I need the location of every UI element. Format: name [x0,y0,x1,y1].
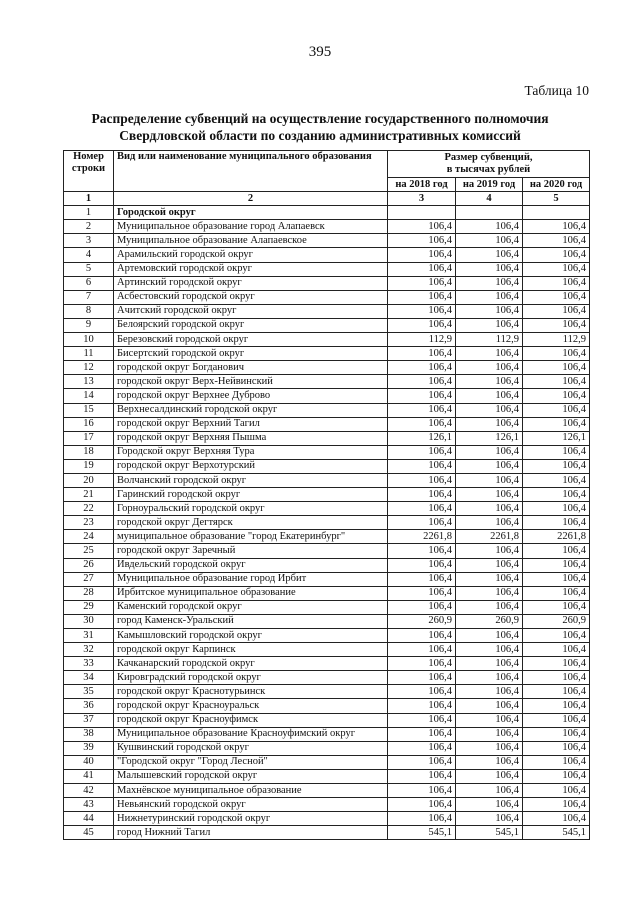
table-row [64,812,590,826]
value-2018-cell: 106,4 [388,643,456,657]
value-2020-cell: 106,4 [523,572,590,586]
row-number-cell: 6 [64,276,114,290]
value-2018-cell: 106,4 [388,361,456,375]
value-2018-cell: 106,4 [388,262,456,276]
row-number-cell: 21 [64,488,114,502]
row-number-cell: 36 [64,699,114,713]
value-2020-cell: 106,4 [523,558,590,572]
value-2018-cell: 106,4 [388,798,456,812]
value-2020-cell: 106,4 [523,713,590,727]
municipality-name-cell: "Городской округ "Город Лесной" [114,755,388,769]
municipality-name-cell: городской округ Краснотурьинск [114,685,388,699]
table-row [64,206,590,220]
value-2019-cell: 106,4 [456,502,523,516]
value-2020-cell: 106,4 [523,502,590,516]
value-2019-cell: 545,1 [456,826,523,840]
table-row [64,755,590,769]
row-number-cell: 43 [64,798,114,812]
value-2020-cell: 106,4 [523,403,590,417]
table-row [64,784,590,798]
value-2018-cell: 106,4 [388,713,456,727]
row-number-cell: 32 [64,643,114,657]
value-2020-cell: 106,4 [523,657,590,671]
municipality-name-cell: Волчанский городской округ [114,473,388,487]
value-2020-cell: 106,4 [523,290,590,304]
value-2020-cell: 260,9 [523,614,590,628]
table-body [64,206,590,840]
value-2018-cell: 106,4 [388,248,456,262]
value-2020-cell: 106,4 [523,643,590,657]
municipality-name-cell: Гаринский городской округ [114,488,388,502]
municipality-name-cell: Муниципальное образование город Ирбит [114,572,388,586]
document-title [60,110,580,144]
table-row [64,614,590,628]
municipality-name-cell: Ирбитское муниципальное образование [114,586,388,600]
value-2019-cell: 260,9 [456,614,523,628]
header-year-2020: на 2020 год [523,178,590,192]
header-subsidy-size: Размер субвенций, в тысячах рублей [388,151,590,178]
value-2020-cell: 106,4 [523,417,590,431]
municipality-name-cell: Кушвинский городской округ [114,741,388,755]
value-2020-cell: 106,4 [523,473,590,487]
table-row [64,333,590,347]
value-2018-cell: 106,4 [388,769,456,783]
value-2018-cell: 106,4 [388,220,456,234]
value-2020-cell: 106,4 [523,755,590,769]
row-number-cell: 4 [64,248,114,262]
row-number-cell: 31 [64,629,114,643]
value-2018-cell [388,206,456,220]
table-row [64,318,590,332]
value-2018-cell: 106,4 [388,784,456,798]
value-2018-cell: 126,1 [388,431,456,445]
value-2020-cell: 106,4 [523,769,590,783]
value-2020-cell: 545,1 [523,826,590,840]
value-2019-cell: 106,4 [456,276,523,290]
table-row [64,389,590,403]
municipality-name-cell: Муниципальное образование Алапаевское [114,234,388,248]
municipality-name-cell: Ачитский городской округ [114,304,388,318]
value-2019-cell: 106,4 [456,699,523,713]
value-2019-cell: 106,4 [456,727,523,741]
row-number-cell: 14 [64,389,114,403]
table-row [64,629,590,643]
value-2019-cell: 106,4 [456,445,523,459]
row-number-cell: 28 [64,586,114,600]
value-2018-cell: 106,4 [388,586,456,600]
municipality-name-cell: городской округ Верхний Тагил [114,417,388,431]
table-row [64,586,590,600]
header-year-2019: на 2019 год [456,178,523,192]
value-2018-cell: 106,4 [388,558,456,572]
table-row [64,713,590,727]
value-2019-cell: 106,4 [456,544,523,558]
value-2020-cell: 106,4 [523,459,590,473]
value-2019-cell: 106,4 [456,713,523,727]
table-row [64,361,590,375]
table-row [64,530,590,544]
table-row [64,375,590,389]
title-line-1: Распределение субвенций на осуществление государственного полномочия [91,111,549,126]
value-2019-cell: 106,4 [456,488,523,502]
value-2018-cell: 106,4 [388,234,456,248]
value-2018-cell: 260,9 [388,614,456,628]
municipality-name-cell: Городской округ [114,206,388,220]
value-2020-cell: 106,4 [523,727,590,741]
value-2020-cell: 106,4 [523,699,590,713]
value-2020-cell: 106,4 [523,389,590,403]
header-municipality-name: Вид или наименование муниципального образования [114,151,388,192]
row-number-cell: 19 [64,459,114,473]
value-2018-cell: 106,4 [388,502,456,516]
value-2019-cell [456,206,523,220]
municipality-name-cell: Невьянский городской округ [114,798,388,812]
value-2019-cell: 126,1 [456,431,523,445]
row-number-cell: 23 [64,516,114,530]
row-number-cell: 29 [64,600,114,614]
municipality-name-cell: Белоярский городской округ [114,318,388,332]
municipality-name-cell: Качканарский городской округ [114,657,388,671]
value-2020-cell: 106,4 [523,671,590,685]
value-2020-cell: 106,4 [523,516,590,530]
table-row [64,431,590,445]
value-2020-cell: 106,4 [523,220,590,234]
value-2019-cell: 106,4 [456,234,523,248]
value-2019-cell: 106,4 [456,741,523,755]
municipality-name-cell: Махнёвское муниципальное образование [114,784,388,798]
municipality-name-cell: город Нижний Тагил [114,826,388,840]
value-2019-cell: 106,4 [456,361,523,375]
municipality-name-cell: городской округ Верхотурский [114,459,388,473]
value-2020-cell: 106,4 [523,798,590,812]
value-2018-cell: 2261,8 [388,530,456,544]
table-row [64,558,590,572]
table-row [64,502,590,516]
municipality-name-cell: Малышевский городской округ [114,769,388,783]
table-row [64,544,590,558]
municipality-name-cell: Муниципальное образование город Алапаевск [114,220,388,234]
value-2019-cell: 106,4 [456,798,523,812]
value-2019-cell: 106,4 [456,572,523,586]
value-2019-cell: 106,4 [456,290,523,304]
row-number-cell: 42 [64,784,114,798]
table-label: Таблица 10 [524,83,589,98]
municipality-name-cell: Каменский городской округ [114,600,388,614]
municipality-name-cell: Асбестовский городской округ [114,290,388,304]
row-number-cell: 2 [64,220,114,234]
value-2020-cell: 106,4 [523,347,590,361]
row-number-cell: 7 [64,290,114,304]
municipality-name-cell: Верхнесалдинский городской округ [114,403,388,417]
value-2018-cell: 106,4 [388,671,456,685]
municipality-name-cell: городской округ Верхнее Дуброво [114,389,388,403]
value-2019-cell: 106,4 [456,657,523,671]
value-2019-cell: 106,4 [456,769,523,783]
table-row [64,600,590,614]
table-row [64,276,590,290]
value-2020-cell: 106,4 [523,318,590,332]
value-2019-cell: 106,4 [456,516,523,530]
value-2020-cell: 106,4 [523,445,590,459]
table-row [64,657,590,671]
value-2018-cell: 106,4 [388,276,456,290]
value-2018-cell: 106,4 [388,657,456,671]
municipality-name-cell: Артинский городской округ [114,276,388,290]
value-2019-cell: 106,4 [456,375,523,389]
row-number-cell: 25 [64,544,114,558]
value-2018-cell: 106,4 [388,544,456,558]
value-2018-cell: 106,4 [388,572,456,586]
value-2018-cell: 106,4 [388,459,456,473]
value-2020-cell: 106,4 [523,276,590,290]
row-number-cell: 37 [64,713,114,727]
table-row [64,347,590,361]
table-row [64,488,590,502]
table-row [64,643,590,657]
row-number-cell: 40 [64,755,114,769]
municipality-name-cell: городской округ Дегтярск [114,516,388,530]
value-2019-cell: 106,4 [456,685,523,699]
subsidy-table [63,150,590,840]
table-row [64,220,590,234]
value-2018-cell: 106,4 [388,600,456,614]
municipality-name-cell: Артемовский городской округ [114,262,388,276]
value-2018-cell: 112,9 [388,333,456,347]
table-row [64,403,590,417]
value-2019-cell: 106,4 [456,558,523,572]
value-2018-cell: 106,4 [388,304,456,318]
value-2020-cell: 106,4 [523,784,590,798]
row-number-cell: 44 [64,812,114,826]
municipality-name-cell: Горноуральский городской округ [114,502,388,516]
column-index-1: 1 [64,192,114,206]
value-2020-cell: 106,4 [523,812,590,826]
value-2019-cell: 2261,8 [456,530,523,544]
column-index-2: 2 [114,192,388,206]
table-row [64,699,590,713]
municipality-name-cell: Нижнетуринский городской округ [114,812,388,826]
row-number-cell: 20 [64,473,114,487]
value-2018-cell: 106,4 [388,516,456,530]
row-number-cell: 1 [64,206,114,220]
municipality-name-cell: городской округ Карпинск [114,643,388,657]
table-row [64,769,590,783]
table-row [64,234,590,248]
value-2020-cell: 106,4 [523,361,590,375]
row-number-cell: 13 [64,375,114,389]
value-2019-cell: 106,4 [456,262,523,276]
value-2018-cell: 106,4 [388,389,456,403]
value-2020-cell: 2261,8 [523,530,590,544]
value-2019-cell: 106,4 [456,417,523,431]
value-2019-cell: 106,4 [456,403,523,417]
row-number-cell: 8 [64,304,114,318]
value-2020-cell [523,206,590,220]
municipality-name-cell: город Каменск-Уральский [114,614,388,628]
value-2020-cell: 106,4 [523,488,590,502]
column-index-4: 4 [456,192,523,206]
table-row [64,685,590,699]
table-row [64,741,590,755]
value-2019-cell: 106,4 [456,812,523,826]
row-number-cell: 17 [64,431,114,445]
value-2020-cell: 106,4 [523,262,590,276]
table-row [64,417,590,431]
value-2020-cell: 106,4 [523,600,590,614]
table-row [64,262,590,276]
value-2020-cell: 106,4 [523,304,590,318]
value-2019-cell: 106,4 [456,220,523,234]
table-row [64,248,590,262]
value-2020-cell: 106,4 [523,248,590,262]
municipality-name-cell: муниципальное образование "город Екатеринбург" [114,530,388,544]
table-row [64,304,590,318]
column-index-5: 5 [523,192,590,206]
page-number: 395 [308,44,332,60]
value-2019-cell: 106,4 [456,671,523,685]
municipality-name-cell: городской округ Заречный [114,544,388,558]
value-2020-cell: 106,4 [523,685,590,699]
value-2020-cell: 106,4 [523,741,590,755]
municipality-name-cell: городской округ Верхняя Пышма [114,431,388,445]
table-row [64,445,590,459]
municipality-name-cell: городской округ Красноуральск [114,699,388,713]
title-line-2: Свердловской области по созданию административных комиссий [119,128,521,143]
value-2018-cell: 106,4 [388,445,456,459]
value-2019-cell: 106,4 [456,784,523,798]
row-number-cell: 33 [64,657,114,671]
municipality-name-cell: Березовский городской округ [114,333,388,347]
table-row [64,290,590,304]
value-2019-cell: 106,4 [456,586,523,600]
value-2018-cell: 106,4 [388,290,456,304]
value-2018-cell: 106,4 [388,488,456,502]
value-2019-cell: 112,9 [456,333,523,347]
value-2019-cell: 106,4 [456,347,523,361]
value-2018-cell: 106,4 [388,685,456,699]
value-2019-cell: 106,4 [456,473,523,487]
municipality-name-cell: Ивдельский городской округ [114,558,388,572]
municipality-name-cell: городской округ Богданович [114,361,388,375]
value-2019-cell: 106,4 [456,248,523,262]
value-2019-cell: 106,4 [456,600,523,614]
value-2020-cell: 106,4 [523,544,590,558]
row-number-cell: 15 [64,403,114,417]
row-number-cell: 35 [64,685,114,699]
municipality-name-cell: Камышловский городской округ [114,629,388,643]
table-row [64,671,590,685]
row-number-cell: 30 [64,614,114,628]
value-2020-cell: 112,9 [523,333,590,347]
header-year-2018: на 2018 год [388,178,456,192]
value-2018-cell: 106,4 [388,727,456,741]
row-number-cell: 38 [64,727,114,741]
row-number-cell: 45 [64,826,114,840]
value-2018-cell: 106,4 [388,417,456,431]
value-2019-cell: 106,4 [456,755,523,769]
value-2019-cell: 106,4 [456,629,523,643]
row-number-cell: 24 [64,530,114,544]
value-2018-cell: 106,4 [388,318,456,332]
row-number-cell: 11 [64,347,114,361]
municipality-name-cell: Муниципальное образование Красноуфимский округ [114,727,388,741]
row-number-cell: 9 [64,318,114,332]
row-number-cell: 22 [64,502,114,516]
row-number-cell: 34 [64,671,114,685]
row-number-cell: 41 [64,769,114,783]
row-number-cell: 5 [64,262,114,276]
table-row [64,826,590,840]
value-2019-cell: 106,4 [456,643,523,657]
row-number-cell: 16 [64,417,114,431]
value-2018-cell: 106,4 [388,699,456,713]
value-2018-cell: 106,4 [388,347,456,361]
value-2020-cell: 106,4 [523,586,590,600]
row-number-cell: 27 [64,572,114,586]
value-2019-cell: 106,4 [456,304,523,318]
table-row [64,516,590,530]
row-number-cell: 10 [64,333,114,347]
municipality-name-cell: городской округ Верх-Нейвинский [114,375,388,389]
value-2018-cell: 106,4 [388,812,456,826]
table-row [64,727,590,741]
row-number-cell: 12 [64,361,114,375]
municipality-name-cell: Арамильский городской округ [114,248,388,262]
table-row [64,459,590,473]
row-number-cell: 26 [64,558,114,572]
value-2018-cell: 106,4 [388,403,456,417]
value-2018-cell: 545,1 [388,826,456,840]
header-row-number: Номер строки [64,151,114,192]
value-2020-cell: 126,1 [523,431,590,445]
row-number-cell: 3 [64,234,114,248]
municipality-name-cell: Бисертский городской округ [114,347,388,361]
value-2018-cell: 106,4 [388,375,456,389]
row-number-cell: 18 [64,445,114,459]
table-row [64,798,590,812]
value-2019-cell: 106,4 [456,318,523,332]
value-2018-cell: 106,4 [388,629,456,643]
value-2019-cell: 106,4 [456,459,523,473]
value-2020-cell: 106,4 [523,375,590,389]
municipality-name-cell: Кировградский городской округ [114,671,388,685]
municipality-name-cell: городской округ Красноуфимск [114,713,388,727]
column-index-3: 3 [388,192,456,206]
municipality-name-cell: Городской округ Верхняя Тура [114,445,388,459]
table-row [64,572,590,586]
value-2020-cell: 106,4 [523,629,590,643]
row-number-cell: 39 [64,741,114,755]
table-row [64,473,590,487]
value-2018-cell: 106,4 [388,755,456,769]
value-2019-cell: 106,4 [456,389,523,403]
value-2018-cell: 106,4 [388,741,456,755]
value-2018-cell: 106,4 [388,473,456,487]
value-2020-cell: 106,4 [523,234,590,248]
